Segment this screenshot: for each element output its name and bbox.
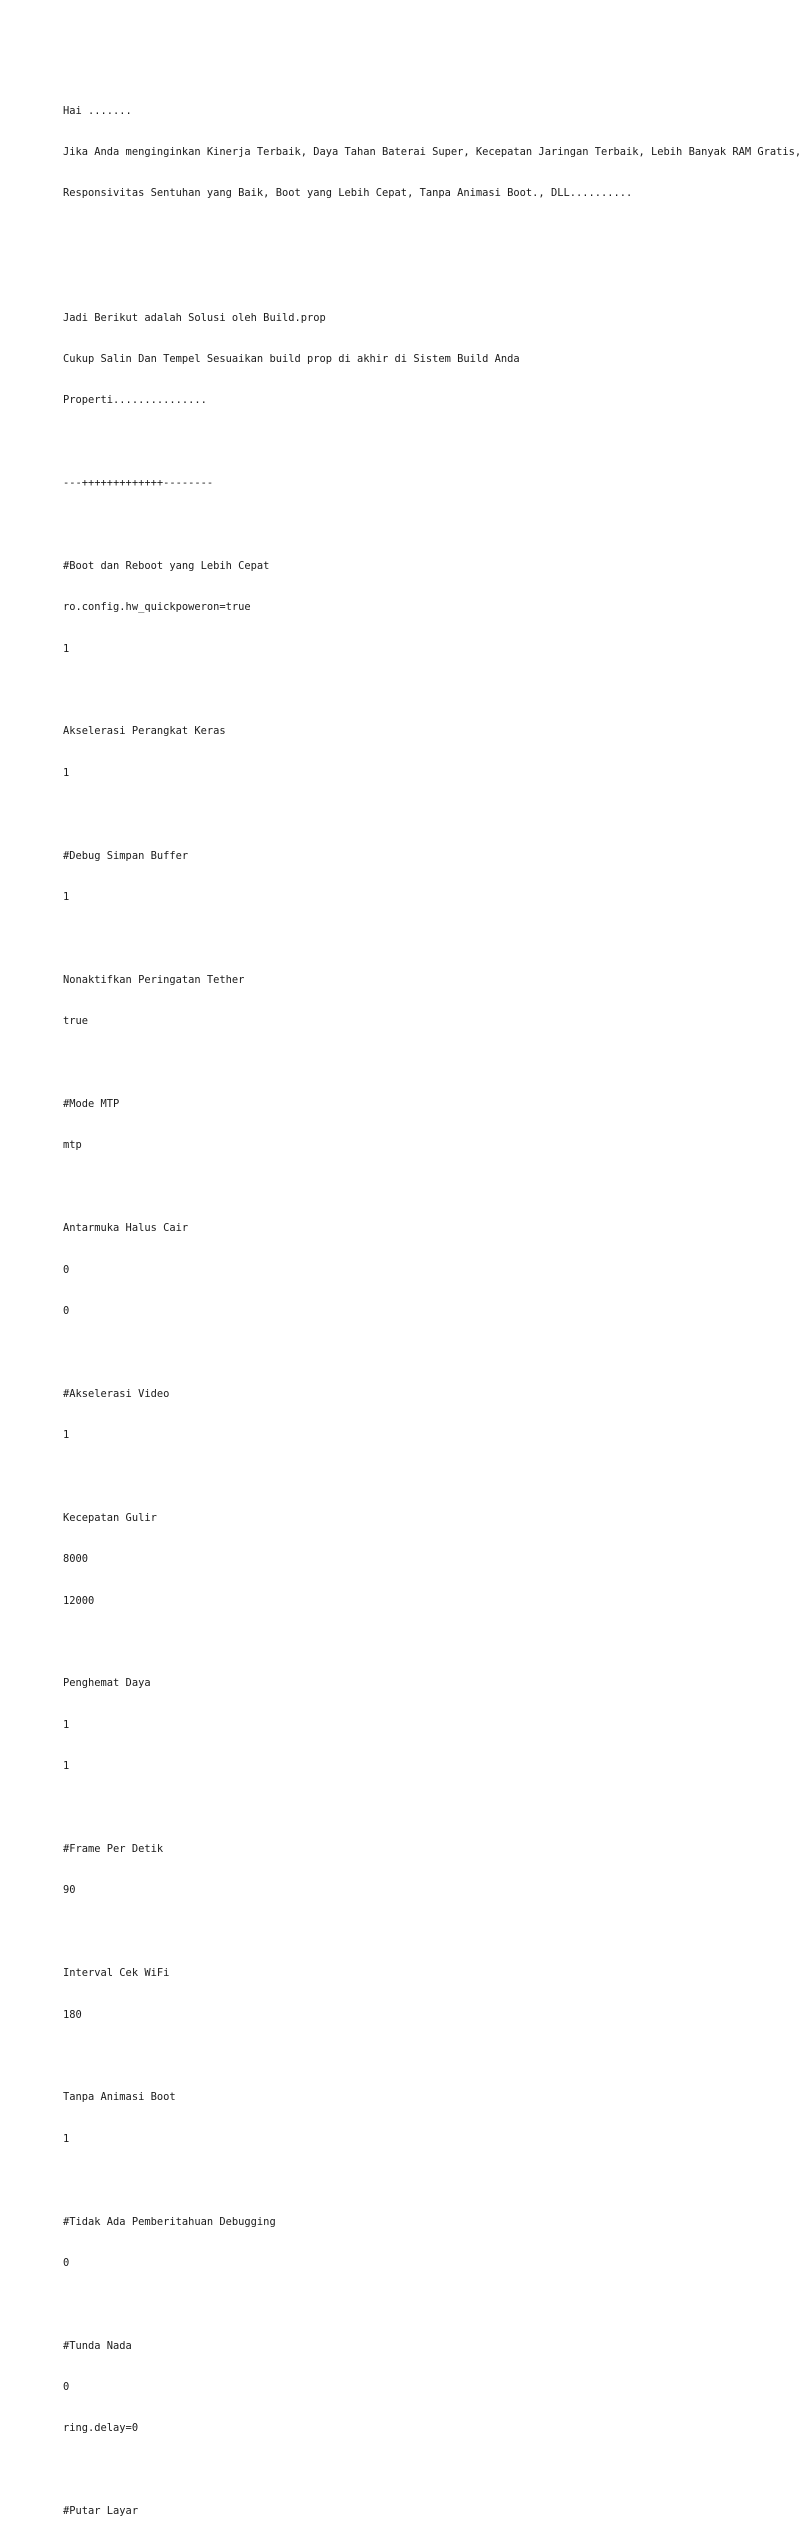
text-line: Cukup Salin Dan Tempel Sesuaikan build prop di akhir di Sistem Build Anda <box>63 352 520 365</box>
blank-line <box>63 2298 768 2312</box>
blank-line <box>63 1802 768 1816</box>
blank-line <box>63 2464 768 2478</box>
blank-line <box>63 1057 768 1071</box>
text-line: Jadi Berikut adalah Solusi oleh Build.prop <box>63 311 326 324</box>
prop-line: ro.config.hw_quickpoweron=true <box>63 601 251 614</box>
section-heading: #Putar Layar <box>63 2505 139 2518</box>
blank-line <box>63 1181 768 1195</box>
separator-line: ---+++++++++++++-------- <box>63 477 214 490</box>
blank-line <box>63 1470 768 1484</box>
section-heading: Nonaktifkan Peringatan Tether <box>63 973 245 986</box>
section-heading: Tanpa Animasi Boot <box>63 2091 176 2104</box>
value-line: 1 <box>63 891 70 904</box>
section-heading: Antarmuka Halus Cair <box>63 1222 189 1235</box>
section-heading: #Mode MTP <box>63 1097 120 1110</box>
blank-line <box>63 684 768 698</box>
value-line: 90 <box>63 1884 76 1897</box>
text-line: Jika Anda menginginkan Kinerja Terbaik, Daya Tahan Baterai Super, Kecepatan Jaringan Terbaik, Lebih Banyak RAM Gratis, <box>63 145 801 158</box>
blank-line <box>63 229 768 243</box>
value-line: 1 <box>63 1718 70 1731</box>
blank-line <box>63 1926 768 1940</box>
blank-line <box>63 270 768 284</box>
section-heading: #Frame Per Detik <box>63 1843 164 1855</box>
blank-line <box>63 2050 768 2064</box>
value-line: true <box>63 1015 89 1028</box>
section-heading: Akselerasi Perangkat Keras <box>63 725 226 738</box>
value-line: mtp <box>63 1139 82 1152</box>
section-heading: #Tunda Nada <box>63 2339 132 2352</box>
section-heading: #Debug Simpan Buffer <box>63 849 189 862</box>
value-line: 1 <box>63 642 70 655</box>
prop-line: ring.delay=0 <box>63 2422 139 2435</box>
value-line: 1 <box>63 766 70 779</box>
blank-line <box>63 436 768 450</box>
document-body <box>63 77 801 2547</box>
section-heading: Interval Cek WiFi <box>63 1967 170 1980</box>
value-line: 180 <box>63 2008 82 2021</box>
section-heading: #Akselerasi Video <box>63 1387 170 1400</box>
value-line: 0 <box>63 1263 70 1276</box>
text-line: Responsivitas Sentuhan yang Baik, Boot yang Lebih Cepat, Tanpa Animasi Boot., DLL.......... <box>63 187 633 200</box>
section-heading: #Tidak Ada Pemberitahuan Debugging <box>63 2215 276 2228</box>
value-line: 1 <box>63 1760 70 1773</box>
value-line: 8000 <box>63 1553 89 1566</box>
text-line: Properti............... <box>63 394 207 407</box>
value-line: 0 <box>63 2381 70 2394</box>
blank-line <box>63 2174 768 2188</box>
section-heading: #Boot dan Reboot yang Lebih Cepat <box>63 559 270 572</box>
value-line: 1 <box>63 2132 70 2145</box>
section-heading: Penghemat Daya <box>63 1677 151 1690</box>
value-line: 12000 <box>63 1594 95 1607</box>
value-line: 1 <box>63 1429 70 1442</box>
blank-line <box>63 1346 768 1360</box>
value-line: 0 <box>63 1304 70 1317</box>
blank-line <box>63 519 768 533</box>
blank-line <box>63 932 768 946</box>
blank-line <box>63 808 768 822</box>
text-line: Hai ....... <box>63 104 132 117</box>
value-line: 0 <box>63 2256 70 2269</box>
section-heading: Kecepatan Gulir <box>63 1511 157 1524</box>
blank-line <box>63 1636 768 1650</box>
